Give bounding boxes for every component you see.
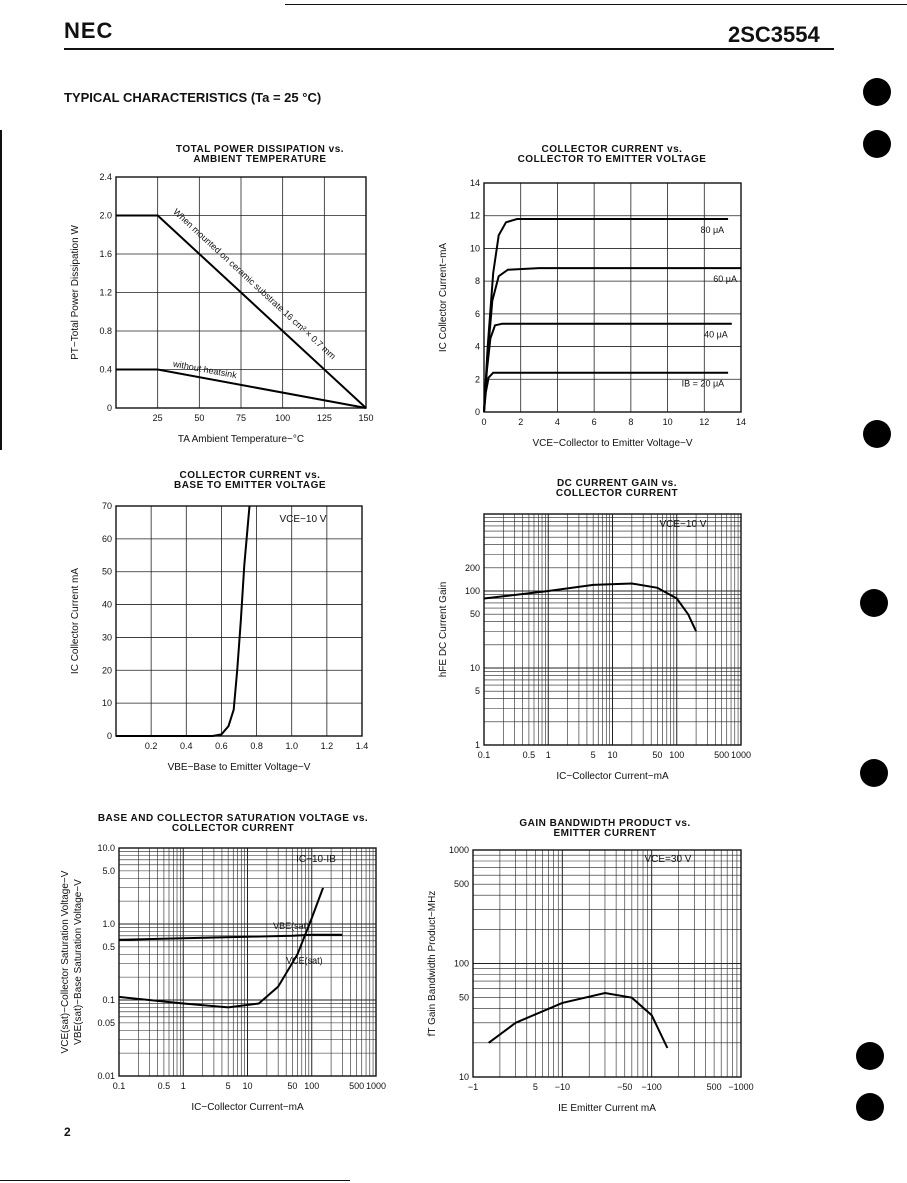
y-tick-label: 10 [458, 1072, 469, 1082]
y-tick-label: 5.0 [102, 865, 115, 876]
y-tick-label: 10 [469, 243, 480, 254]
y-tick-label: 10 [101, 698, 112, 709]
chart-title: COLLECTOR CURRENT [171, 823, 295, 834]
y-axis-label: PT−Total Power Dissipation W [70, 225, 81, 360]
x-tick-label: 0.1 [112, 1081, 126, 1091]
series-label: VBE(sat) [273, 920, 310, 931]
y-tick-label: 500 [453, 879, 469, 890]
x-axis-label: IC−Collector Current−mA [556, 771, 669, 782]
y-tick-label: 100 [464, 586, 480, 596]
y-tick-label: 8 [474, 276, 480, 287]
x-tick-label: 0.1 [477, 750, 491, 760]
x-tick-label: 75 [235, 413, 247, 423]
chart-title: COLLECTOR TO EMITTER VOLTAGE [517, 154, 707, 165]
y-tick-label: 30 [101, 632, 112, 643]
x-tick-label: −1000 [728, 1082, 754, 1092]
y-axis-label: IC Collector Current mA [70, 567, 81, 675]
chart-title: COLLECTOR CURRENT vs. [541, 144, 683, 155]
y-tick-label: 0.5 [102, 941, 115, 952]
x-tick-label: 2 [518, 417, 524, 427]
y-tick-label: 14 [469, 178, 480, 188]
x-tick-label: 50 [287, 1081, 298, 1091]
y-tick-label: 70 [101, 501, 112, 511]
x-tick-label: 100 [304, 1081, 320, 1091]
y-tick-label: 20 [101, 665, 112, 676]
x-tick-label: 1.2 [320, 741, 334, 751]
y-tick-label: 0.1 [102, 995, 115, 1005]
y-axis-label: VBE(sat)−Base Saturation Voltage−V [73, 879, 84, 1045]
chart-hfe_vs_ic [438, 478, 751, 782]
y-tick-label: 100 [453, 958, 469, 969]
x-tick-label: −1 [467, 1082, 479, 1092]
plot-frame [484, 183, 741, 412]
series-label: 40 μA [704, 329, 728, 340]
x-tick-label: 125 [316, 413, 332, 423]
chart-ft_vs_ie [427, 818, 754, 1114]
y-axis-label: fT Gain Bandwidth Product−MHz [427, 890, 438, 1037]
y-tick-label: 50 [458, 992, 469, 1003]
series-label: IB = 20 μA [681, 378, 725, 389]
y-tick-label: 1.2 [99, 287, 112, 298]
y-tick-label: 4 [474, 341, 480, 352]
x-tick-label: 500 [349, 1081, 365, 1091]
x-tick-label: 0.5 [157, 1081, 171, 1091]
series-label: without heatsink [172, 358, 238, 381]
chart-ic_vs_vce [438, 144, 746, 449]
bottom-rule [0, 1180, 350, 1181]
y-tick-label: 10.0 [97, 843, 115, 853]
part-number: 2SC3554 [728, 22, 820, 47]
x-tick-label: 10 [242, 1081, 253, 1091]
y-tick-label: 40 [101, 599, 112, 610]
y-tick-label: 1.0 [102, 919, 115, 929]
x-tick-label: 50 [194, 413, 205, 423]
x-axis-label: IC−Collector Current−mA [191, 1102, 304, 1113]
grid [473, 850, 741, 1077]
y-tick-label: 6 [474, 308, 480, 319]
chart-title: DC CURRENT GAIN vs. [556, 478, 678, 489]
x-tick-label: 10 [607, 750, 618, 760]
x-tick-label: −10 [554, 1082, 570, 1092]
x-tick-label: 0.2 [144, 741, 158, 751]
y-tick-label: 1.6 [99, 249, 112, 259]
chart-title: COLLECTOR CURRENT vs. [179, 470, 321, 481]
y-tick-label: 2.0 [99, 210, 112, 221]
y-tick-label: 0.8 [99, 326, 112, 336]
x-tick-label: 1000 [730, 750, 752, 760]
series-label: When mounted on ceramic substrate 16 cm² × 0.7 mm [171, 206, 338, 362]
y-tick-label: 50 [101, 566, 112, 577]
series-line [116, 506, 250, 736]
chart-title: BASE AND COLLECTOR SATURATION VOLTAGE vs. [97, 813, 369, 824]
y-axis-label: VCE(sat)−Collector Saturation Voltage−V [60, 870, 71, 1054]
x-tick-label: 1000 [365, 1081, 387, 1091]
section-title: TYPICAL CHARACTERISTICS (Ta = 25 °C) [64, 90, 322, 105]
chart-title: TOTAL POWER DISSIPATION vs. [175, 144, 345, 155]
x-tick-label: 50 [652, 750, 663, 760]
grid [119, 848, 376, 1076]
chart-title: BASE TO EMITTER VOLTAGE [173, 480, 327, 491]
x-tick-label: 0.4 [180, 741, 193, 751]
chart-title: GAIN BANDWIDTH PRODUCT vs. [519, 818, 691, 829]
y-tick-label: 0 [106, 731, 112, 741]
y-tick-label: 0.4 [99, 364, 112, 375]
y-tick-label: 1 [474, 740, 480, 750]
x-tick-label: 500 [714, 750, 730, 760]
x-axis-label: VBE−Base to Emitter Voltage−V [167, 762, 311, 773]
y-tick-label: 0.01 [97, 1071, 115, 1081]
x-tick-label: 150 [358, 413, 374, 423]
series-line [484, 324, 732, 412]
y-tick-label: 0 [474, 407, 480, 417]
x-tick-label: −50 [617, 1082, 633, 1092]
y-tick-label: 0 [106, 403, 112, 413]
y-tick-label: 2 [474, 374, 480, 385]
x-tick-label: 14 [735, 417, 747, 427]
x-axis-label: VCE−Collector to Emitter Voltage−V [532, 438, 693, 449]
x-tick-label: 10 [662, 417, 673, 427]
y-axis-label: IC Collector Current−mA [438, 242, 449, 353]
x-tick-label: 0.6 [215, 741, 228, 751]
x-tick-label: 1.0 [285, 741, 298, 751]
x-tick-label: 0.8 [250, 741, 263, 751]
chart-pd_vs_ta [70, 144, 374, 445]
x-tick-label: 500 [706, 1082, 722, 1092]
y-tick-label: 12 [469, 210, 480, 221]
x-tick-label: 1 [180, 1081, 186, 1091]
y-tick-label: 0.05 [97, 1017, 115, 1028]
y-tick-label: 5 [474, 686, 480, 697]
x-tick-label: 25 [152, 413, 163, 423]
x-tick-label: 0 [481, 417, 487, 427]
x-tick-label: 8 [628, 417, 634, 427]
x-tick-label: 5 [225, 1081, 231, 1091]
grid [116, 506, 362, 736]
nec-logo: NEC [64, 18, 114, 43]
series-label: 60 μA [713, 274, 737, 285]
y-tick-label: 50 [469, 609, 480, 620]
chart-title: AMBIENT TEMPERATURE [193, 154, 327, 165]
y-tick-label: 1000 [448, 845, 469, 855]
x-axis-label: IE Emitter Current mA [558, 1103, 656, 1114]
page-number: 2 [64, 1125, 71, 1139]
x-tick-label: 4 [554, 417, 560, 427]
x-tick-label: 100 [275, 413, 291, 423]
x-axis-label: TA Ambient Temperature−°C [177, 434, 305, 445]
series-label: 80 μA [700, 224, 725, 235]
x-tick-label: 100 [669, 750, 685, 760]
chart-ic_vs_vbe [70, 470, 368, 773]
condition-label: VCE=30 V [644, 854, 692, 865]
chart-vsat_vs_ic [60, 813, 386, 1113]
x-tick-label: 1.4 [355, 741, 369, 751]
series-label: VCE(sat) [286, 955, 323, 966]
x-tick-label: 6 [591, 417, 597, 427]
x-tick-label: 0.5 [522, 750, 536, 760]
y-axis-label: hFE DC Current Gain [438, 581, 449, 678]
chart-title: COLLECTOR CURRENT [555, 488, 679, 499]
grid [484, 183, 741, 412]
y-tick-label: 200 [464, 562, 480, 573]
chart-title: EMITTER CURRENT [553, 828, 657, 839]
x-tick-label: 1 [545, 750, 551, 760]
condition-label: IC−10·IB [296, 854, 336, 865]
y-tick-label: 10 [469, 663, 480, 673]
condition-label: VCE−10 V [279, 514, 327, 525]
x-tick-label: 5 [532, 1082, 538, 1092]
x-tick-label: −100 [641, 1082, 662, 1092]
y-tick-label: 60 [101, 533, 112, 544]
plot-frame [116, 506, 362, 736]
y-tick-label: 2.4 [99, 172, 112, 182]
grid [484, 514, 741, 745]
series-line [484, 268, 741, 412]
x-tick-label: 12 [699, 417, 710, 427]
condition-label: VCE−10 V [659, 519, 707, 530]
x-tick-label: 5 [590, 750, 596, 760]
